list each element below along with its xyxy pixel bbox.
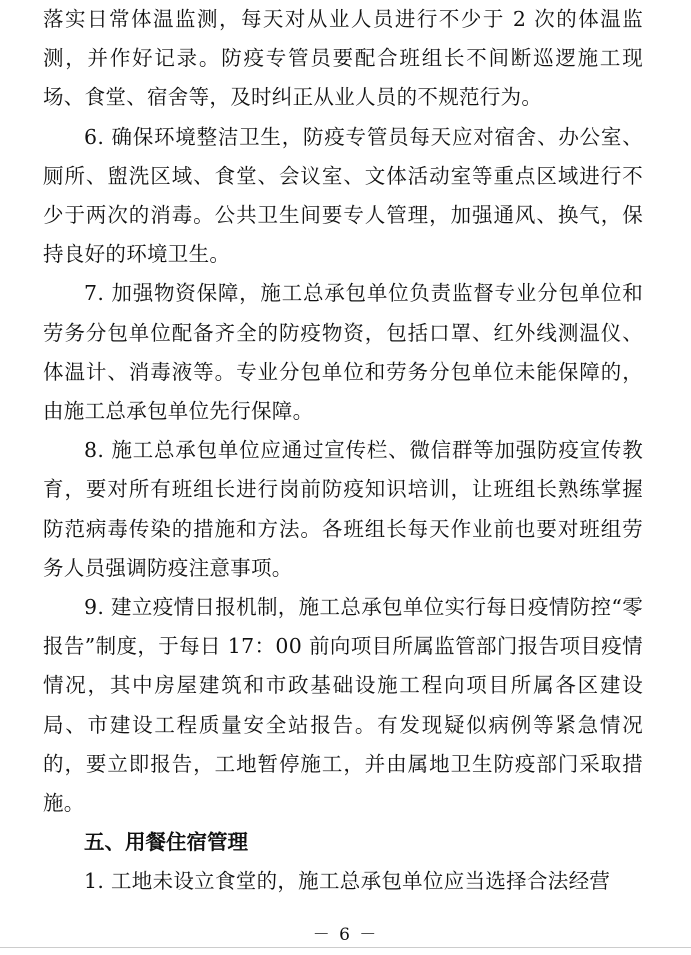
paragraph-7: 7. 加强物资保障，施工总承包单位负责监督专业分包单位和劳务分包单位配备齐全的防疫物资，包括口罩、红外线测温仪、体温计、消毒液等。专业分包单位和劳务分包单位未能保障的，由施工总承包单位先行保障。 bbox=[43, 281, 643, 424]
body-text bbox=[43, 0, 643, 902]
bottom-divider bbox=[0, 947, 691, 948]
section-heading: 五、用餐住宿管理 bbox=[84, 830, 248, 855]
paragraph-8: 8. 施工总承包单位应通过宣传栏、微信群等加强防疫宣传教育，要对所有班组长进行岗前防疫知识培训，让班组长熟练掌握防范病毒传染的措施和方法。各班组长每天作业前也要对班组劳务人员强调防疫注意事项。 bbox=[43, 438, 643, 580]
paragraph-9: 9. 建立疫情日报机制，施工总承包单位实行每日疫情防控“零报告”制度，于每日 17：00 前向项目所属监管部门报告项目疫情情况，其中房屋建筑和市政基础设施工程向项目所属各区建设局、市建设工程质量安全站报告。有发现疑似病例等紧急情况的，要立即报告，工地暂停施工，并由属地卫生防疫部门采取措施。 bbox=[43, 595, 643, 816]
paragraph-5-continued: 落实日常体温监测，每天对从业人员进行不少于 2 次的体温监测，并作好记录。防疫专管员要配合班组长不间断巡逻施工现场、食堂、宿舍等，及时纠正从业人员的不规范行为。 bbox=[43, 7, 643, 110]
paragraph-6: 6. 确保环境整洁卫生，防疫专管员每天应对宿舍、办公室、厕所、盥洗区域、食堂、会议室、文体活动室等重点区域进行不少于两次的消毒。公共卫生间要专人管理，加强通风、换气，保持良好的环境卫生。 bbox=[43, 124, 643, 267]
section-paragraph-1: 1. 工地未设立食堂的，施工总承包单位应当选择合法经营 bbox=[84, 869, 611, 894]
page-number: － 6 － bbox=[312, 925, 379, 945]
